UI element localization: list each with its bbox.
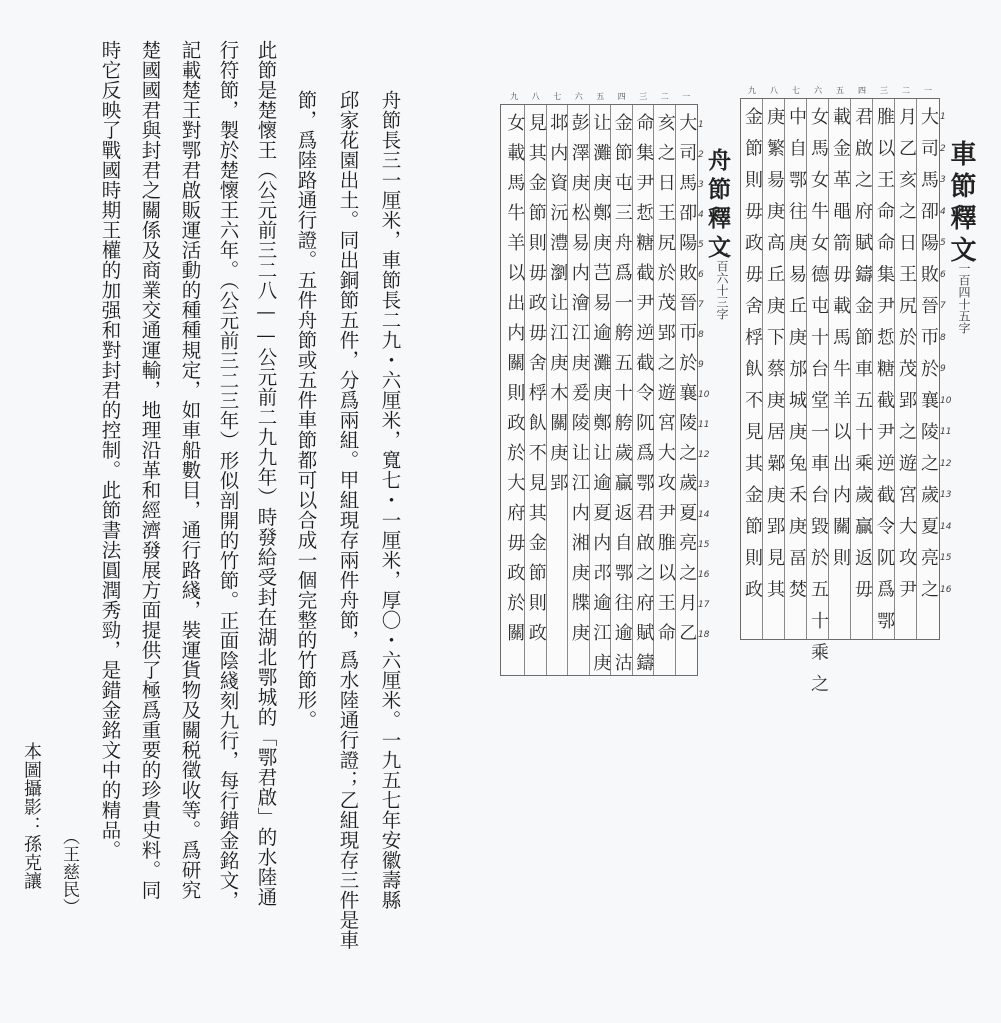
row-number: 16 bbox=[698, 570, 710, 580]
commentary-column: 時它反映了戰國時期王權的加强和對封君的控制。此節書法圓潤秀勁，是錯金銘文中的精品。 bbox=[98, 40, 122, 860]
row-number: 15 bbox=[698, 540, 710, 550]
inscription-column: 亥之日王尻於茂郢之遊宮大攻尹脽以王命 bbox=[654, 113, 676, 653]
inscription-column: 君啟之府賦鑄金節車五十乘歲贏返毋 bbox=[852, 107, 873, 611]
column-number: 八 bbox=[531, 92, 540, 101]
inscription-column: 庚繁昜庚高丘庚下蔡庚居鄵庚郢見其 bbox=[764, 107, 785, 611]
column-number: 九 bbox=[510, 92, 519, 101]
row-number: 6 bbox=[940, 269, 946, 280]
column-number: 一 bbox=[682, 92, 691, 101]
inscription-column: 載金革黽箭毋載馬牛羊以出内關則 bbox=[830, 107, 851, 580]
commentary-column: 記載楚王對鄂君啟販運活動的種種規定，如車船數目，通行路綫，裝運貨物及關税徵收等。爲研究 bbox=[178, 40, 202, 900]
photo-credit: 本圖攝影：孫克讓 bbox=[21, 742, 42, 890]
row-number: 13 bbox=[940, 490, 952, 500]
column-number: 七 bbox=[792, 86, 800, 95]
row-number: 14 bbox=[940, 521, 952, 532]
commentary-column: 節，爲陸路通行證。五件舟節或五件車節都可以合成一個完整的竹節形。 bbox=[294, 90, 318, 730]
inscription-column: 金節則毋政毋舍桴飤不見其金節則政 bbox=[742, 107, 763, 611]
row-number: 7 bbox=[698, 300, 704, 310]
row-number: 16 bbox=[940, 584, 952, 595]
column-number: 六 bbox=[814, 86, 822, 95]
row-number: 14 bbox=[698, 510, 710, 520]
row-number: 17 bbox=[698, 600, 710, 610]
row-number: 15 bbox=[940, 553, 952, 563]
row-number: 7 bbox=[940, 301, 946, 311]
row-number: 4 bbox=[698, 210, 704, 220]
che-jie-title: 車節釋文 bbox=[946, 140, 976, 268]
inscription-column: 脽以王命命集尹悊糖截尹逆截令阢爲鄂 bbox=[874, 107, 895, 643]
row-number: 10 bbox=[940, 395, 952, 406]
inscription-column: 让灘庚鄭庚芑易逾灘庚鄭让逾夏内邔逾江庚 bbox=[590, 113, 612, 683]
commentary-column: 舟節長三一厘米，車節長二九・六厘米，寬七・一厘米，厚〇・六厘米。一九五七年安徽壽縣 bbox=[378, 90, 402, 910]
inscription-column: 大司馬卲陽敗晉帀於襄陵之歲夏亮之 bbox=[918, 107, 939, 611]
inscription-column: 中自鄂往庚易丘庚邡城庚兔禾庚畐焚 bbox=[786, 107, 807, 611]
row-number: 5 bbox=[698, 240, 704, 250]
row-number: 11 bbox=[940, 427, 952, 437]
inscription-column: 彭澤庚松易内澮江庚爰陵让江内湘庚牒庚 bbox=[568, 113, 590, 653]
row-number: 2 bbox=[940, 143, 946, 154]
row-number: 1 bbox=[940, 112, 946, 122]
column-number: 三 bbox=[880, 86, 888, 95]
column-number: 一 bbox=[924, 86, 932, 95]
column-number: 二 bbox=[660, 92, 669, 101]
row-number: 11 bbox=[698, 420, 710, 430]
commentary-column: 此節是楚懷王（公元前三二八——公元前二九九年）時發給受封在湖北鄂城的「鄂君啟」的水陸通 bbox=[254, 40, 278, 907]
row-number: 13 bbox=[698, 480, 710, 490]
column-number: 五 bbox=[836, 86, 844, 95]
commentary-text bbox=[0, 0, 470, 1023]
row-number: 12 bbox=[698, 450, 710, 460]
che-jie-char-count: 一百四十五字 bbox=[957, 262, 971, 334]
row-number: 8 bbox=[940, 332, 946, 343]
column-number: 四 bbox=[617, 92, 626, 101]
zhou-jie-transcription-sheet bbox=[500, 92, 698, 683]
row-number: 1 bbox=[698, 120, 704, 130]
row-number: 5 bbox=[940, 238, 946, 248]
inscription-column: 金節屯三舟爲一舿五十舿歲贏返自鄂往逾沽 bbox=[611, 113, 633, 683]
row-number: 3 bbox=[940, 175, 946, 185]
zhou-jie-char-count: 一百六十三字 bbox=[715, 248, 729, 320]
column-number: 二 bbox=[902, 86, 910, 95]
column-number: 三 bbox=[639, 92, 648, 101]
zhou-jie-title: 舟節釋文 bbox=[704, 148, 731, 264]
column-number: 八 bbox=[770, 86, 778, 95]
row-number: 4 bbox=[940, 206, 946, 217]
inscription-column: 月乙亥之日王尻於茂郢之遊宮大攻尹 bbox=[896, 107, 917, 611]
column-number: 六 bbox=[574, 92, 583, 101]
inscription-column: 邶内資沅澧瀏让江庚木關庚郢 bbox=[547, 113, 569, 503]
inscription-column: 女馬女牛女德屯十台堂一車台毀於五十乘之 bbox=[808, 107, 829, 706]
row-number: 10 bbox=[698, 390, 710, 400]
column-number: 五 bbox=[596, 92, 605, 101]
row-number: 2 bbox=[698, 150, 704, 160]
commentary-column: 行符節，製於楚懷王六年。（公元前三二三年）形似剖開的竹節。正面陰綫刻九行，每行錯金銘文， bbox=[216, 40, 240, 911]
inscription-column: 見其金節則毋政毋舍桴飤不見其金節則政 bbox=[525, 113, 547, 653]
row-number: 18 bbox=[698, 630, 710, 640]
column-number: 九 bbox=[748, 86, 756, 95]
column-number: 四 bbox=[858, 86, 866, 95]
inscription-column: 命集尹悊糖截尹逆截令阢爲鄂君啟之府賦鑄 bbox=[633, 113, 655, 683]
author-credit: （王慈民） bbox=[59, 828, 79, 916]
row-number: 9 bbox=[698, 360, 704, 370]
row-number: 8 bbox=[698, 330, 704, 340]
commentary-column: 邱家花園出土。同出銅節五件，分爲兩組。甲組現存兩件舟節，爲水陸通行證；乙組現存三件是車 bbox=[336, 90, 360, 950]
inscription-column: 大司馬卲陽敗晉帀於襄陵之歲夏亮之月乙 bbox=[676, 113, 698, 653]
row-number: 12 bbox=[940, 458, 952, 469]
row-number: 3 bbox=[698, 180, 704, 190]
row-number: 9 bbox=[940, 364, 946, 374]
inscription-column: 女載馬牛羊以出内關則政於大府毋政於關 bbox=[504, 113, 526, 653]
column-number: 七 bbox=[553, 92, 562, 101]
commentary-column: 楚國國君與封君之關係及商業交通運輸，地理沿革和經濟發展方面提供了極爲重要的珍貴史料。同 bbox=[138, 40, 162, 900]
row-number: 6 bbox=[698, 270, 704, 280]
che-jie-transcription-sheet bbox=[740, 86, 940, 706]
